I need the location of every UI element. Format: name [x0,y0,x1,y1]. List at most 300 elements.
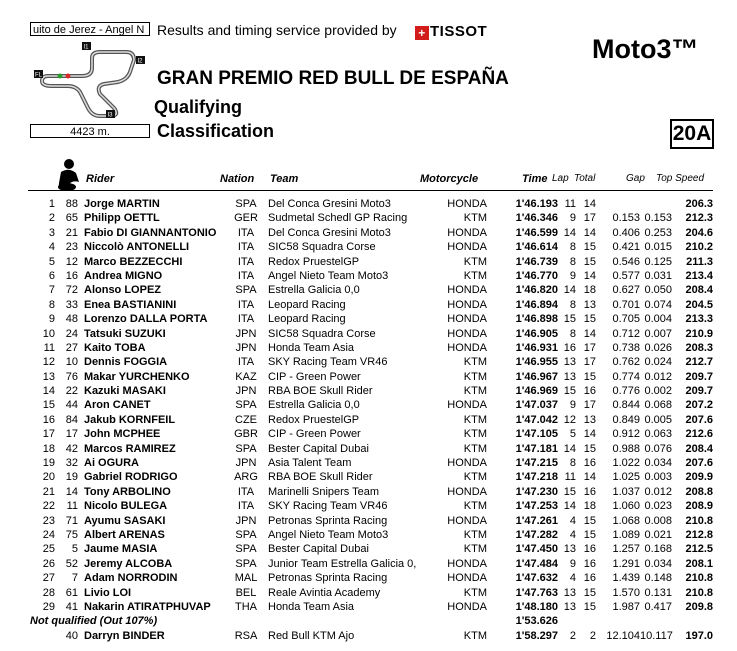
table-row [0,283,737,297]
col-gap: Gap [626,173,645,184]
gap-first-cell: 0.406 [612,226,640,239]
lap-time-cell: 1'46.599 [515,226,558,239]
team-cell: Redox PruestelGP [268,255,360,268]
position-cell: 3 [48,226,55,239]
nation-cell: MAL [234,572,258,585]
total-laps-cell: 18 [583,500,596,513]
lap-number-cell: 9 [569,269,576,282]
nation-cell: GBR [234,428,258,441]
team-cell: Petronas Sprinta Racing [268,514,388,527]
rider-number-cell: 22 [65,385,78,398]
gap-previous-cell: 0.131 [644,586,672,599]
team-cell: Bester Capital Dubai [268,442,369,455]
lap-number-cell: 15 [563,385,576,398]
total-laps-cell: 2 [589,629,596,642]
motorcycle-cell: HONDA [447,313,487,326]
total-laps-cell: 16 [583,572,596,585]
lap-time-cell: 1'47.037 [515,399,558,412]
rider-name-cell: Lorenzo DALLA PORTA [84,313,208,326]
nation-cell: SPA [235,557,257,570]
gap-previous-cell: 0.034 [644,457,672,470]
table-row [0,298,737,312]
team-cell: Del Conca Gresini Moto3 [268,198,391,210]
header-divider [28,190,713,191]
motorcycle-cell: KTM [463,413,487,426]
gap-previous-cell: 0.417 [644,600,672,613]
track-name: uito de Jerez - Angel N [30,22,150,36]
lap-number-cell: 8 [569,255,576,268]
rider-name-cell: Philipp OETTL [84,212,160,225]
total-laps-cell: 14 [583,471,596,484]
lap-number-cell: 13 [563,356,576,369]
motorcycle-cell: HONDA [447,341,487,354]
gap-first-cell: 0.849 [612,413,640,426]
motorcycle-cell: HONDA [447,226,487,239]
gap-previous-cell: 0.024 [644,356,672,369]
lap-time-cell: 1'46.898 [515,313,558,326]
position-cell: 29 [42,600,55,613]
rider-number-cell: 75 [65,528,78,541]
lap-number-cell: 13 [563,370,576,383]
lap-number-cell: 4 [569,572,576,585]
gap-first-cell: 1.291 [612,557,640,570]
table-row [0,398,737,412]
rider-number-cell: 11 [66,500,78,513]
nation-cell: BEL [235,586,257,599]
team-cell: Petronas Sprinta Racing [268,572,388,585]
position-cell: 2 [48,212,55,225]
lap-number-cell: 5 [569,428,576,441]
rider-number-cell: 5 [71,543,78,556]
results-table [0,197,737,643]
rider-number-cell: 84 [65,413,78,426]
nation-cell: THA [235,600,257,613]
nation-cell: GER [234,212,258,225]
position-cell: 16 [42,413,55,426]
gap-previous-cell: 0.008 [644,514,672,527]
motorcycle-cell: KTM [463,212,487,225]
lap-number-cell: 13 [563,543,576,556]
rider-name-cell: Gabriel RODRIGO [84,471,178,484]
lap-time-cell: 1'47.253 [515,500,558,513]
top-speed-cell: 207.2 [685,399,713,412]
gap-previous-cell: 0.168 [644,543,672,556]
rider-name-cell: Jeremy ALCOBA [84,557,173,570]
top-speed-cell: 210.8 [685,572,713,585]
team-cell: Estrella Galicia 0,0 [268,284,360,297]
rider-name-cell: Kaito TOBA [84,341,146,354]
circuit-layout-icon [30,38,150,123]
total-laps-cell: 16 [583,385,596,398]
motorcycle-cell: KTM [463,428,487,441]
team-cell: Junior Team Estrella Galicia 0, [268,557,417,570]
rider-number-cell: 24 [65,327,78,340]
top-speed-cell: 204.5 [685,298,713,311]
position-cell: 12 [42,356,55,369]
team-cell: RBA BOE Skull Rider [268,471,373,484]
team-cell: Angel Nieto Team Moto3 [268,528,389,541]
nation-cell: SPA [235,399,257,412]
position-cell: 20 [42,471,55,484]
total-laps-cell: 15 [583,313,596,326]
table-row [0,255,737,269]
gap-first-cell: 0.774 [612,370,640,383]
motorcycle-cell: KTM [463,471,487,484]
table-row [0,514,737,528]
table-row [0,571,737,585]
rider-name-cell: Kazuki MASAKI [84,385,166,398]
nation-cell: KAZ [235,370,257,383]
table-row [0,312,737,326]
motorcycle-cell: HONDA [447,241,487,254]
position-cell: 9 [48,313,55,326]
nation-cell: ITA [237,356,255,369]
document-type: Classification [157,121,275,141]
top-speed-cell: 208.1 [685,557,713,570]
nation-cell: SPA [235,284,257,297]
team-cell: Redox PruestelGP [268,413,360,426]
rider-number-cell: 33 [65,298,78,311]
table-row [0,427,737,441]
team-cell: Marinelli Snipers Team [268,485,380,498]
rider-number-cell: 76 [65,370,78,383]
team-cell: Leopard Racing [268,313,346,326]
motorcycle-cell: KTM [463,528,487,541]
position-cell: 11 [43,341,55,354]
lap-number-cell: 15 [563,313,576,326]
col-team: Team [270,173,299,185]
nation-cell: SPA [235,528,257,541]
table-row [0,384,737,398]
motorcycle-cell: HONDA [447,399,487,412]
table-row [0,499,737,513]
lap-number-cell: 2 [569,629,576,642]
team-cell: Sudmetal Schedl GP Racing [268,212,408,225]
lap-time-cell: 1'47.450 [515,543,558,556]
gap-first-cell: 0.712 [612,327,640,340]
team-cell: SIC58 Squadra Corse [268,241,376,254]
rider-number-cell: 42 [65,442,78,455]
team-cell: CIP - Green Power [268,428,361,441]
lap-number-cell: 15 [563,485,576,498]
lap-number-cell: 9 [569,557,576,570]
total-laps-cell: 15 [583,370,596,383]
series-title: Moto3™ [592,34,699,64]
position-cell: 28 [42,586,55,599]
top-speed-cell: 212.8 [685,528,713,541]
lap-time-cell: 1'47.105 [515,428,558,441]
gap-previous-cell: 0.076 [644,442,672,455]
table-row [0,542,737,556]
gap-first-cell: 0.153 [612,212,640,225]
motorcycle-cell: KTM [463,370,487,383]
lap-time-cell: 1'46.193 [515,198,558,210]
rider-number-cell: 65 [65,212,78,225]
gap-previous-cell: 0.015 [644,241,672,254]
green-dot-icon [58,74,63,79]
top-speed-cell: 209.9 [685,471,713,484]
lap-time-cell: 1'47.282 [515,528,558,541]
lap-time-cell: 1'47.215 [515,457,558,470]
position-cell: 17 [42,428,55,441]
rider-name-cell: Nakarin ATIRATPHUVAP [84,600,211,613]
total-laps-cell: 13 [583,298,596,311]
lap-number-cell: 13 [563,600,576,613]
gap-previous-cell: 0.034 [644,557,672,570]
motorcycle-cell: HONDA [447,485,487,498]
nation-cell: ITA [237,269,255,282]
gap-previous-cell: 0.012 [644,370,672,383]
gap-first-cell: 1.060 [612,500,640,513]
svg-text:I2: I2 [137,58,143,65]
col-motorcycle: Motorcycle [420,173,479,185]
lap-time-cell: 1'46.931 [515,341,558,354]
lap-time-cell: 1'46.614 [515,241,558,254]
motorcycle-cell: KTM [463,385,487,398]
table-row [0,370,737,384]
top-speed-cell: 213.4 [685,269,713,282]
lap-number-cell: 14 [563,284,576,297]
rider-name-cell: Jakub KORNFEIL [84,413,176,426]
top-speed-cell: 210.2 [685,241,713,254]
rider-name-cell: Ayumu SASAKI [84,514,166,527]
gap-previous-cell: 0.125 [644,255,672,268]
lap-time-cell: 1'46.905 [515,327,558,340]
team-cell: Leopard Racing [268,298,346,311]
position-cell: 25 [42,543,55,556]
gap-first-cell: 1.089 [612,528,640,541]
table-row [0,485,737,499]
rider-name-cell: Aron CANET [84,399,151,412]
gap-first-cell: 1.987 [612,600,640,613]
rider-name-cell: Niccolò ANTONELLI [84,241,190,254]
rider-number-cell: 72 [65,284,78,297]
svg-text:I1: I1 [83,44,89,51]
nation-cell: ITA [237,485,255,498]
total-laps-cell: 15 [583,600,596,613]
lap-time-cell: 1'47.181 [515,442,558,455]
gap-previous-cell: 0.253 [644,226,672,239]
position-cell: 7 [48,284,55,297]
lap-number-cell: 14 [563,500,576,513]
gap-first-cell: 0.912 [612,428,640,441]
team-cell: Asia Talent Team [268,457,352,470]
gap-first-cell: 0.421 [612,241,640,254]
rider-number-cell: 48 [65,313,78,326]
motorcycle-cell: KTM [463,629,487,642]
gap-previous-cell: 0.063 [644,428,672,441]
lap-number-cell: 8 [569,241,576,254]
gap-first-cell: 0.776 [612,385,640,398]
lap-time-cell: 1'46.770 [515,269,558,282]
track-map [30,38,150,123]
lap-time-cell: 1'47.218 [515,471,558,484]
gap-previous-cell: 0.026 [644,341,672,354]
rider-name-cell: Livio LOI [84,586,132,599]
table-row [0,629,737,643]
not-qualified-label: Not qualified (Out 107%) [30,615,158,628]
lap-number-cell: 4 [569,514,576,527]
rider-name-cell: Albert ARENAS [84,528,165,541]
total-laps-cell: 14 [583,198,596,210]
table-row [0,240,737,254]
gap-first-cell: 1.025 [612,471,640,484]
rider-name-cell: Tony ARBOLINO [84,485,171,498]
rider-number-cell: 61 [65,586,78,599]
nation-cell: SPA [235,198,257,210]
team-cell: Del Conca Gresini Moto3 [268,226,391,239]
nation-cell: JPN [235,385,257,398]
lap-number-cell: 9 [569,399,576,412]
gap-previous-cell: 10.117 [640,629,673,642]
gap-previous-cell: 0.021 [644,528,672,541]
total-laps-cell: 14 [583,269,596,282]
rider-number-cell: 10 [65,356,78,369]
nation-cell: RSA [234,629,258,642]
rider-name-cell: Tatsuki SUZUKI [84,327,166,340]
motorcycle-cell: KTM [463,255,487,268]
rider-name-cell: Enea BASTIANINI [84,298,177,311]
table-row [0,211,737,225]
team-cell: Bester Capital Dubai [268,543,369,556]
motorcycle-cell: HONDA [447,557,487,570]
rider-name-cell: Dennis FOGGIA [84,356,168,369]
lap-number-cell: 13 [563,586,576,599]
lap-time-cell: 1'48.180 [515,600,558,613]
lap-number-cell: 9 [569,212,576,225]
lap-time-cell: 1'47.261 [515,514,558,527]
rider-name-cell: Andrea MIGNO [84,269,163,282]
lap-time-cell: 1'47.763 [515,586,558,599]
lap-time-cell: 1'46.820 [515,284,558,297]
total-laps-cell: 16 [583,485,596,498]
rider-name-cell: Darryn BINDER [84,629,165,642]
rider-name-cell: Jorge MARTIN [84,198,160,210]
nation-cell: ITA [237,298,255,311]
team-cell: SIC58 Squadra Corse [268,327,376,340]
motorcycle-cell: HONDA [447,327,487,340]
provider-text: Results and timing service provided by [157,22,397,38]
top-speed-cell: 206.3 [685,198,713,210]
position-cell: 19 [42,457,55,470]
team-cell: Estrella Galicia 0,0 [268,399,360,412]
table-row [0,413,737,427]
cutoff-time: 1'53.626 [515,615,558,628]
motorcycle-cell: KTM [463,269,487,282]
total-laps-cell: 14 [583,327,596,340]
document-number: 20A [670,119,714,149]
total-laps-cell: 17 [583,399,596,412]
lap-number-cell: 11 [564,198,576,210]
rider-number-cell: 71 [65,514,78,527]
rider-name-cell: Ai OGURA [84,457,139,470]
gap-first-cell: 0.577 [612,269,640,282]
table-row [0,341,737,355]
gap-first-cell: 0.844 [612,399,640,412]
lap-number-cell: 4 [569,528,576,541]
rider-number-cell: 23 [65,241,78,254]
position-cell: 5 [48,255,55,268]
position-cell: 27 [42,572,55,585]
gap-previous-cell: 0.148 [644,572,672,585]
position-cell: 23 [42,514,55,527]
lap-number-cell: 14 [563,442,576,455]
position-cell: 14 [42,385,55,398]
top-speed-cell: 207.6 [685,413,713,426]
rider-name-cell: Jaume MASIA [84,543,158,556]
table-row [0,528,737,542]
total-laps-cell: 17 [583,212,596,225]
nation-cell: JPN [235,341,257,354]
lap-time-cell: 1'46.894 [515,298,558,311]
total-laps-cell: 17 [583,341,596,354]
nation-cell: JPN [235,327,257,340]
motorcycle-cell: KTM [463,356,487,369]
col-time: Time [522,173,548,185]
gap-first-cell: 1.570 [612,586,640,599]
nation-cell: CZE [235,413,257,426]
total-laps-cell: 13 [583,413,596,426]
lap-time-cell: 1'47.484 [515,557,558,570]
nation-cell: ITA [237,226,255,239]
motorcycle-cell: HONDA [447,572,487,585]
table-row [0,442,737,456]
lap-time-cell: 1'47.042 [515,413,558,426]
gap-previous-cell: 0.023 [644,500,672,513]
nation-cell: JPN [235,457,257,470]
top-speed-cell: 212.6 [685,428,713,441]
rider-number-cell: 12 [65,255,78,268]
position-cell: 4 [48,241,55,254]
team-cell: Red Bull KTM Ajo [268,629,355,642]
svg-text:I3: I3 [107,112,113,119]
rider-name-cell: Makar YURCHENKO [84,370,190,383]
col-lap: Lap [552,173,569,184]
top-speed-cell: 210.8 [685,514,713,527]
nation-cell: ITA [237,241,255,254]
rider-number-cell: 40 [65,629,78,642]
lap-number-cell: 14 [563,226,576,239]
rider-name-cell: Nicolo BULEGA [84,500,168,513]
total-laps-cell: 15 [583,514,596,527]
lap-time-cell: 1'58.297 [515,629,558,642]
gap-first-cell: 0.627 [612,284,640,297]
total-laps-cell: 17 [583,356,596,369]
top-speed-cell: 197.0 [685,629,713,642]
table-row [0,327,737,341]
total-laps-cell: 14 [583,428,596,441]
total-laps-cell: 14 [583,226,596,239]
total-laps-cell: 16 [583,457,596,470]
rider-number-cell: 14 [65,485,78,498]
total-laps-cell: 15 [583,528,596,541]
gap-first-cell: 1.037 [612,485,640,498]
motorcycle-cell: HONDA [447,198,487,210]
lap-number-cell: 8 [569,298,576,311]
gap-first-cell: 1.068 [612,514,640,527]
gap-first-cell: 0.705 [612,313,640,326]
rider-number-cell: 32 [65,457,78,470]
top-speed-cell: 209.8 [685,600,713,613]
gap-previous-cell: 0.031 [644,269,672,282]
gap-first-cell: 0.546 [612,255,640,268]
motorcycle-cell: KTM [463,500,487,513]
motorcycle-cell: HONDA [447,284,487,297]
top-speed-cell: 210.8 [685,586,713,599]
gap-first-cell: 12.104 [606,629,640,642]
gap-previous-cell: 0.074 [644,298,672,311]
table-row [0,269,737,283]
